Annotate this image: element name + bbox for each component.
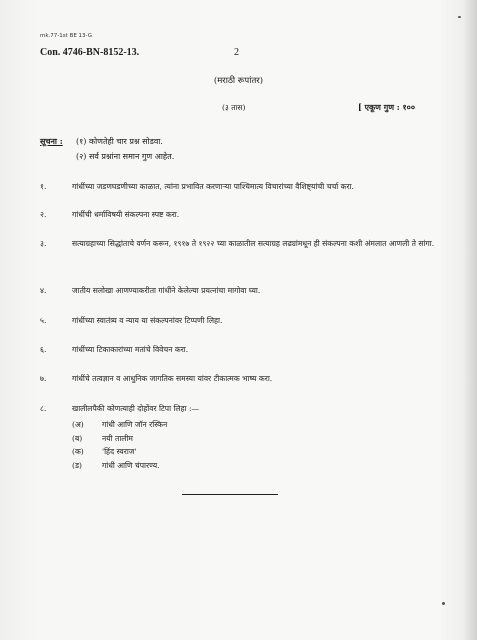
- scan-speck: [442, 602, 445, 605]
- question-4: [40, 284, 440, 297]
- question-text: गांधींची धर्माविषयी संकल्पना स्पष्ट करा.: [72, 210, 180, 219]
- sub-item: (क) 'हिंद स्वराज': [72, 447, 137, 456]
- scan-speck: [458, 16, 461, 18]
- question-number: १.: [40, 182, 47, 191]
- question-7: [40, 372, 440, 385]
- question-text: जातीय सलोखा आणण्याकरीता गांधींने केलेल्या प्रयत्नांचा मागोवा घ्या.: [72, 286, 261, 295]
- question-number: ४.: [40, 286, 47, 295]
- question-number: ५.: [40, 316, 47, 325]
- page-title: (मराठी रूपांतर): [213, 76, 264, 86]
- question-number: २.: [40, 210, 47, 219]
- end-rule: [182, 494, 278, 495]
- question-6: [40, 343, 440, 356]
- question-3: [40, 237, 440, 250]
- question-number: ६.: [40, 345, 47, 354]
- instruction-text-1: (१) कोणतेही चार प्रश्न सोडवा.: [76, 137, 163, 146]
- sub-item: (ब) नयी तालीम: [72, 433, 133, 443]
- question-number: ३.: [40, 239, 47, 248]
- reference-code: mk.77-1st BE 13-G: [40, 33, 92, 39]
- instruction-text-2: (२) सर्व प्रश्नांना समान गुण आहेत.: [76, 152, 175, 161]
- page-number: 2: [234, 47, 239, 58]
- question-text: गांधींचे तत्वज्ञान व आधुनिक जागतिक समस्या यांवर टीकात्मक भाष्य करा.: [72, 374, 273, 383]
- question-text: खालीलपैकी कोणत्याही दोहोंवर टिपा लिहा :—: [72, 404, 200, 413]
- sub-items-list: [72, 418, 167, 472]
- sub-item: (अ) गांधी आणि जॉन रस्किन: [72, 420, 168, 429]
- question-number: ७.: [40, 374, 47, 383]
- exam-duration: (३ तास): [222, 103, 246, 112]
- instruction-line-1: [40, 134, 174, 149]
- scan-edge-shadow: [463, 0, 477, 640]
- question-text: गांधींच्या जडणघडणीच्या काळात, त्यांना प्रभावित करणाऱ्या पाश्चिमात्य विचारांच्या वैशिष्ट्यांची चर्चा करा.: [72, 182, 354, 191]
- question-number: ८.: [40, 404, 47, 413]
- question-2: [40, 208, 440, 221]
- question-text: सत्याग्रहाच्या सिद्धांताचे वर्णन करून, १९१७ ते १९२२ च्या काळातील सत्याग्रह लढ्यांमधून ही संकल्पना कशी अंमलात आणली ते सांगा.: [72, 239, 435, 248]
- instructions-label: सूचना :: [40, 136, 63, 146]
- question-1: [40, 180, 440, 193]
- total-marks: [ एकूण गुण : १००: [358, 102, 415, 112]
- sub-item: (ड) गांधी आणि चंपारण्य.: [72, 460, 160, 470]
- question-5: [40, 314, 440, 327]
- question-8: [40, 402, 440, 415]
- con-number: Con. 4746-BN-8152-13.: [40, 47, 140, 58]
- instructions-block: [40, 134, 174, 164]
- question-text: गांधींच्या स्वातंत्र्य व न्याय या संकल्पनांवर टिप्पणी लिहा.: [72, 316, 223, 325]
- question-text: गांधींच्या टिकाकारांच्या मतांचे विवेचन करा.: [72, 345, 189, 354]
